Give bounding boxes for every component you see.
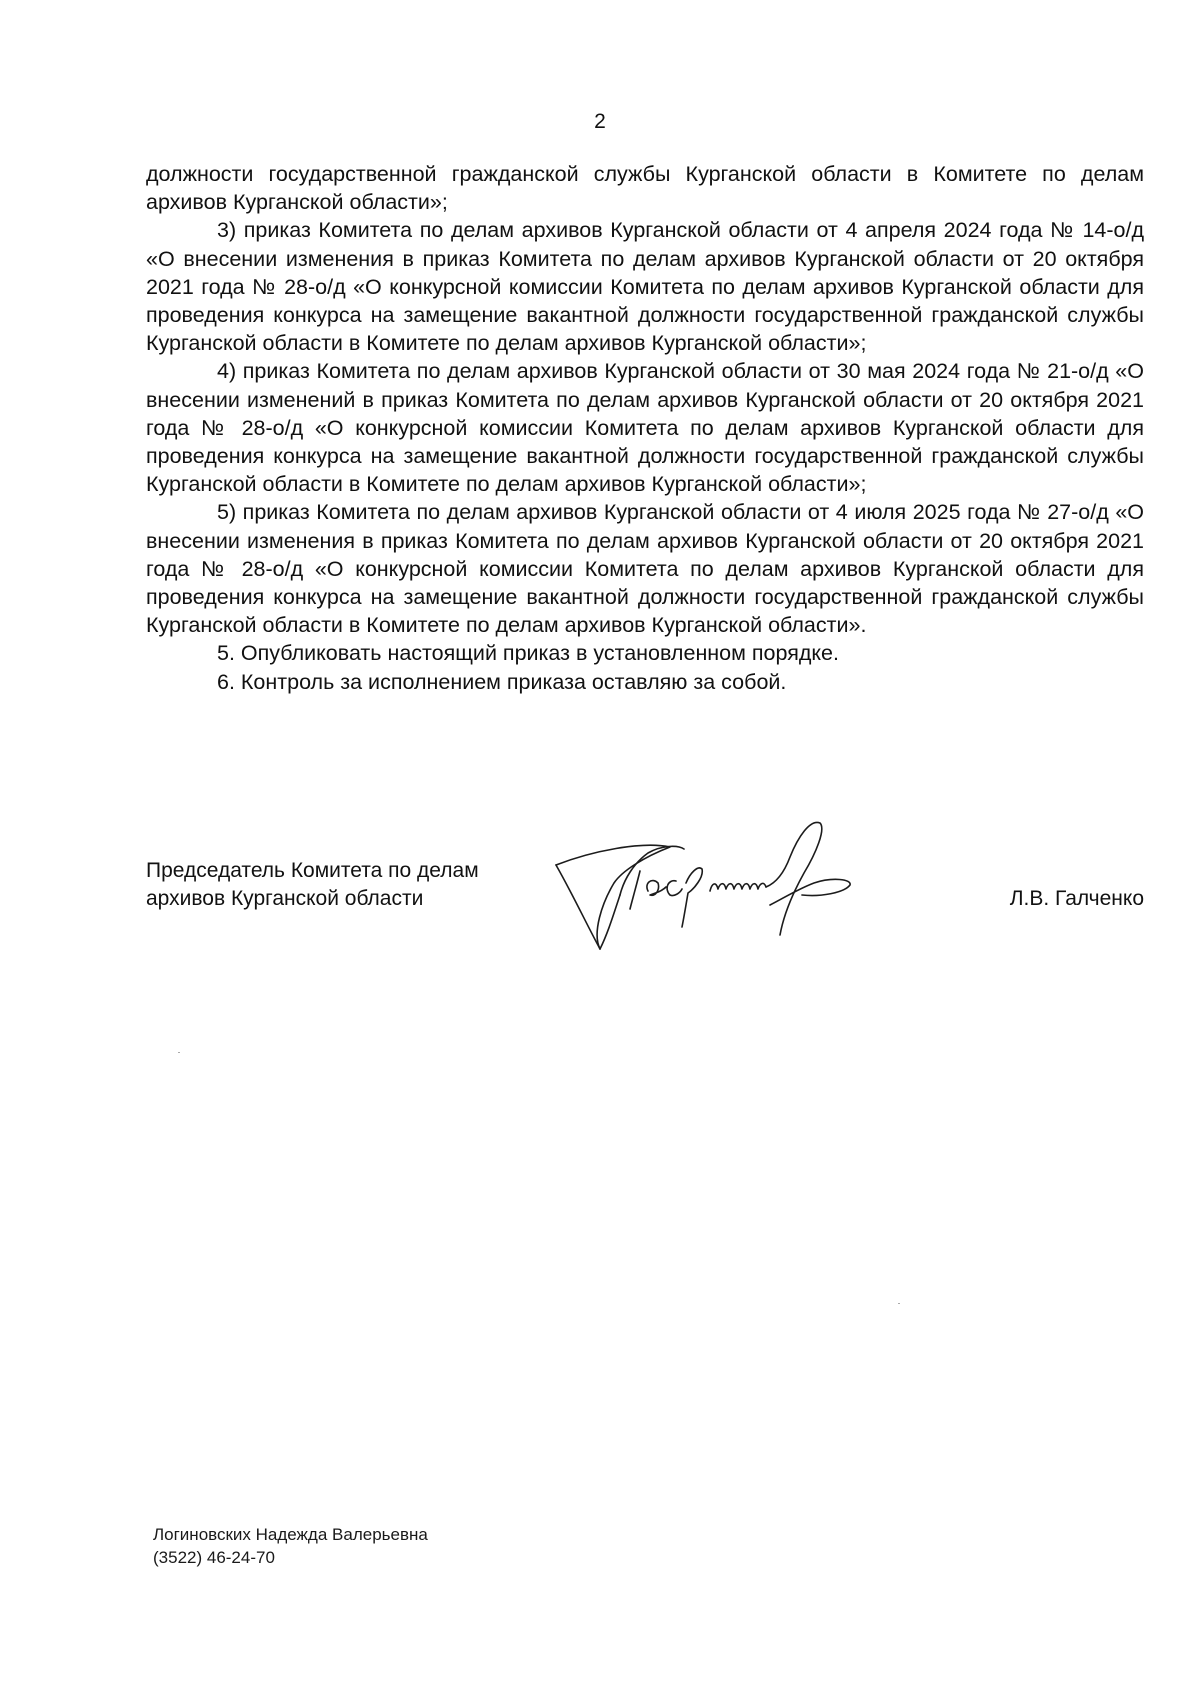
- paragraph-item-3: 3) приказ Комитета по делам архивов Курганской области от 4 апреля 2024 года № 14-о/д «О внесении изменения в приказ Комитета по делам архивов Курганской области от 20 октября 2021 года № 28-о/д «О конкурсной комиссии Комитета по делам архивов Курганской области для проведения конкурса на замещение вакантной должности государственной гражданской службы Курганской области в Комитете по делам архивов Курганской области»;: [146, 218, 1144, 356]
- scan-speck: [178, 1052, 180, 1053]
- signer-position-line-1: Председатель Комитета по делам: [146, 859, 479, 882]
- paragraph-item-5: 5) приказ Комитета по делам архивов Курганской области от 4 июля 2025 года № 27-о/д «О внесении изменения в приказ Комитета по делам архивов Курганской области от 20 октября 2021 года № 28-о/д «О конкурсной комиссии Комитета по делам архивов Курганской области для проведения конкурса на замещение вакантной должности государственной гражданской службы Курганской области в Комитете по делам архивов Курганской области».: [146, 500, 1144, 638]
- paragraph-item-4: 4) приказ Комитета по делам архивов Курганской области от 30 мая 2024 года № 21-о/д «О внесении изменений в приказ Комитета по делам архивов Курганской области от 20 октября 2021 года № 28-о/д «О конкурсной комиссии Комитета по делам архивов Курганской области для проведения конкурса на замещение вакантной должности государственной гражданской службы Курганской области в Комитете по делам архивов Курганской области»;: [146, 359, 1144, 497]
- scan-speck: [898, 1303, 900, 1304]
- signer-position: [146, 857, 566, 913]
- page-number: 2: [594, 110, 606, 133]
- signer-position-line-2: архивов Курганской области: [146, 887, 424, 910]
- executor-name: Логиновских Надежда Валерьевна: [153, 1525, 428, 1544]
- executor-info: [153, 1523, 428, 1569]
- signature-block: [146, 857, 1144, 977]
- handwritten-signature: [552, 813, 882, 968]
- paragraph-point-6: 6. Контроль за исполнением приказа оставляю за собой.: [217, 669, 787, 694]
- paragraph-continuation: должности государственной гражданской службы Курганской области в Комитете по делам архивов Курганской области»;: [146, 162, 1144, 215]
- document-body: [146, 160, 1144, 696]
- executor-phone: (3522) 46-24-70: [153, 1548, 275, 1567]
- signer-name: Л.В. Галченко: [1009, 887, 1144, 910]
- paragraph-point-5: 5. Опубликовать настоящий приказ в установленном порядке.: [217, 641, 839, 666]
